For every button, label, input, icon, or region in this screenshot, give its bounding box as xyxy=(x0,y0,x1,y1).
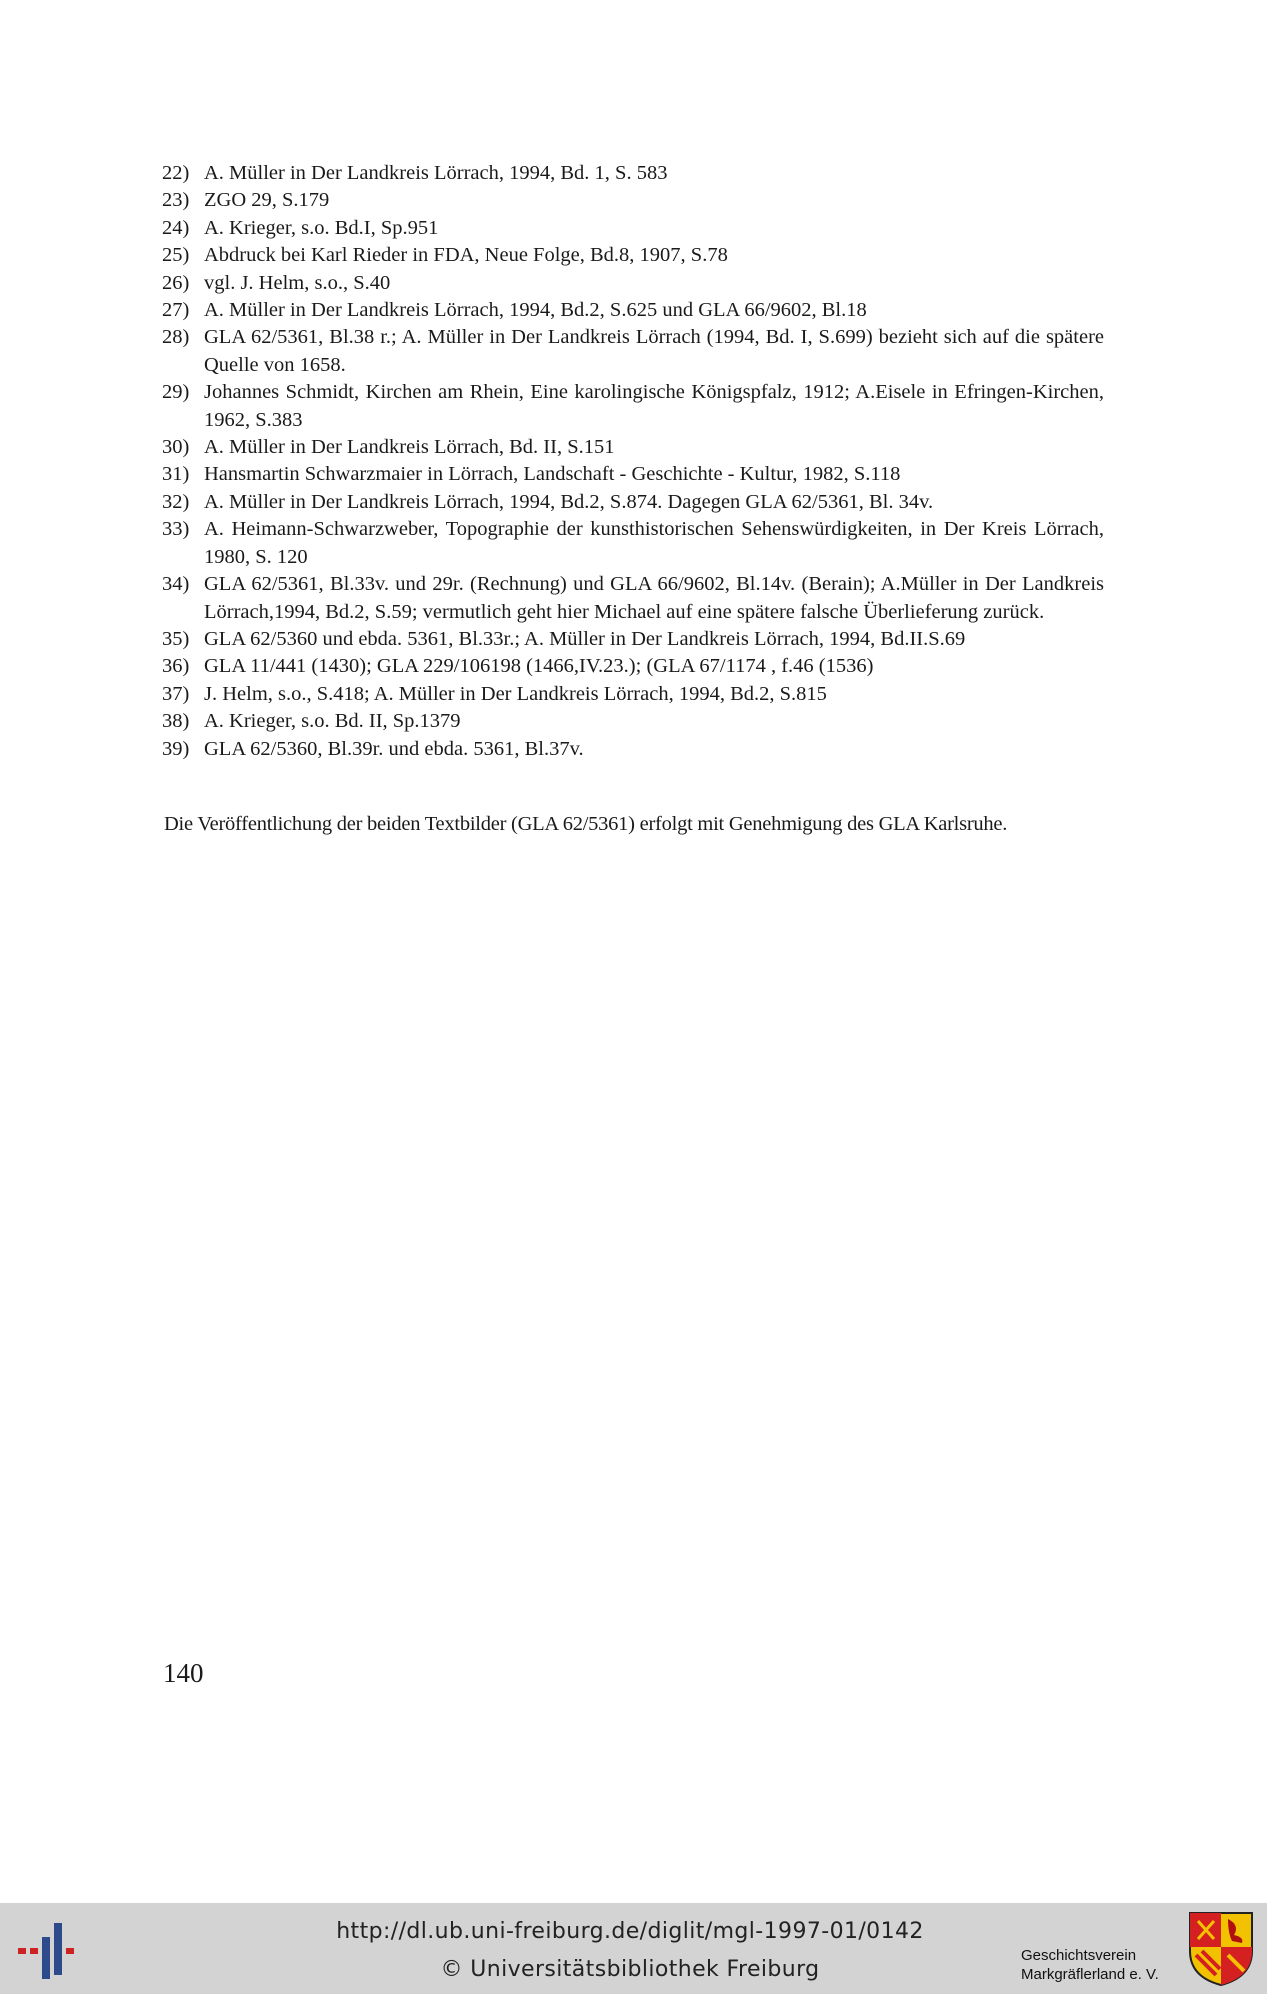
footnote-item xyxy=(162,708,1104,735)
footnote-item xyxy=(162,736,1104,763)
footnote-item xyxy=(162,489,1104,516)
footnote-number: 28) xyxy=(162,326,190,349)
footnote-item xyxy=(162,242,1104,269)
footnote-number: 36) xyxy=(162,655,190,678)
footnote-text: A. Müller in Der Landkreis Lörrach, 1994, Bd.2, S.874. Dagegen GLA 62/5361, Bl. 34v. xyxy=(204,490,934,513)
footnote-number: 23) xyxy=(162,189,190,212)
footnote-text: Abdruck bei Karl Rieder in FDA, Neue Folge, Bd.8, 1907, S.78 xyxy=(204,244,728,267)
society-name-line2: Markgräflerland e. V. xyxy=(1021,1966,1159,1983)
footnote-item xyxy=(162,681,1104,708)
footnote-number: 31) xyxy=(162,463,190,486)
footnote-number: 24) xyxy=(162,216,190,239)
footnote-item xyxy=(162,434,1104,461)
society-name-line1: Geschichtsverein xyxy=(1021,1947,1137,1964)
footnote-number: 35) xyxy=(162,627,190,650)
footnote-text: GLA 11/441 (1430); GLA 229/106198 (1466,IV.23.); (GLA 67/1174 , f.46 (1536) xyxy=(204,655,874,678)
footnote-text: A. Müller in Der Landkreis Lörrach, Bd. II, S.151 xyxy=(204,436,615,459)
footnote-text: GLA 62/5360, Bl.39r. und ebda. 5361, Bl.37v. xyxy=(204,737,584,760)
footnote-text: J. Helm, s.o., S.418; A. Müller in Der Landkreis Lörrach, 1994, Bd.2, S.815 xyxy=(204,682,827,705)
footnote-item xyxy=(162,461,1104,488)
footnote-text: A. Krieger, s.o. Bd.I, Sp.951 xyxy=(204,216,439,239)
footnote-item xyxy=(162,324,1104,379)
footnote-text: A. Müller in Der Landkreis Lörrach, 1994, Bd.2, S.625 und GLA 66/9602, Bl.18 xyxy=(204,299,867,322)
footnote-number: 30) xyxy=(162,436,190,459)
footnote-number: 25) xyxy=(162,244,190,267)
copyright-notice: © Universitätsbibliothek Freiburg xyxy=(440,1957,820,1982)
footnote-text: GLA 62/5361, Bl.33v. und 29r. (Rechnung) und GLA 66/9602, Bl.14v. (Berain); A.Müller in Der Landkreis Lörrach,1994, Bd.2, S.59; vermutlich geht hier Michael auf eine spätere falsche Überlieferung zurück. xyxy=(204,573,1104,623)
footnote-text: vgl. J. Helm, s.o., S.40 xyxy=(204,271,391,294)
footnote-text: A. Heimann-Schwarzweber, Topographie der kunsthistorischen Sehenswürdigkeiten, in Der Kreis Lörrach, 1980, S. 120 xyxy=(204,518,1104,568)
society-name xyxy=(1021,1946,1181,1984)
footnote-text: A. Müller in Der Landkreis Lörrach, 1994, Bd. 1, S. 583 xyxy=(204,162,668,184)
footnote-number: 33) xyxy=(162,518,190,541)
footnote-number: 29) xyxy=(162,381,190,404)
ub-freiburg-logo-icon[interactable] xyxy=(16,1923,80,1979)
footnote-item xyxy=(162,187,1104,214)
footnote-item xyxy=(162,297,1104,324)
footnote-number: 26) xyxy=(162,271,190,294)
footnote-number: 39) xyxy=(162,737,190,760)
footnote-text: GLA 62/5360 und ebda. 5361, Bl.33r.; A. Müller in Der Landkreis Lörrach, 1994, Bd.II.S.69 xyxy=(204,627,966,650)
footer-bar xyxy=(0,1903,1267,1994)
footnote-item xyxy=(162,270,1104,297)
footnote-text: GLA 62/5361, Bl.38 r.; A. Müller in Der Landkreis Lörrach (1994, Bd. I, S.699) bezieht sich auf die spätere Quelle von 1658. xyxy=(204,326,1104,376)
footnote-number: 32) xyxy=(162,490,190,513)
footnote-item xyxy=(162,653,1104,680)
footnote-text: Johannes Schmidt, Kirchen am Rhein, Eine karolingische Königspfalz, 1912; A.Eisele in Efringen-Kirchen, 1962, S.383 xyxy=(204,381,1104,431)
footnote-number: 34) xyxy=(162,573,190,596)
footnote-item xyxy=(162,160,1104,187)
footnote-item xyxy=(162,626,1104,653)
page-number: 140 xyxy=(163,1658,204,1688)
footnote-text: Hansmartin Schwarzmaier in Lörrach, Landschaft - Geschichte - Kultur, 1982, S.118 xyxy=(204,463,901,486)
footnote-number: 37) xyxy=(162,682,190,705)
footnote-number: 38) xyxy=(162,710,190,733)
footnote-number: 22) xyxy=(162,162,190,184)
footnote-item xyxy=(162,516,1104,571)
footnote-item xyxy=(162,571,1104,626)
image-credit-note: Die Veröffentlichung der beiden Textbilder (GLA 62/5361) erfolgt mit Genehmigung des GLA Karlsruhe. xyxy=(164,813,1008,835)
footnote-item xyxy=(162,215,1104,242)
footnote-number: 27) xyxy=(162,299,190,322)
permalink-url[interactable]: http://dl.ub.uni-freiburg.de/diglit/mgl-1997-01/0142 xyxy=(336,1919,924,1944)
coat-of-arms-icon xyxy=(1188,1911,1254,1987)
footnote-item xyxy=(162,379,1104,434)
footnote-list xyxy=(162,160,1104,763)
footnote-text: A. Krieger, s.o. Bd. II, Sp.1379 xyxy=(204,710,461,733)
footnote-text: ZGO 29, S.179 xyxy=(204,189,330,212)
